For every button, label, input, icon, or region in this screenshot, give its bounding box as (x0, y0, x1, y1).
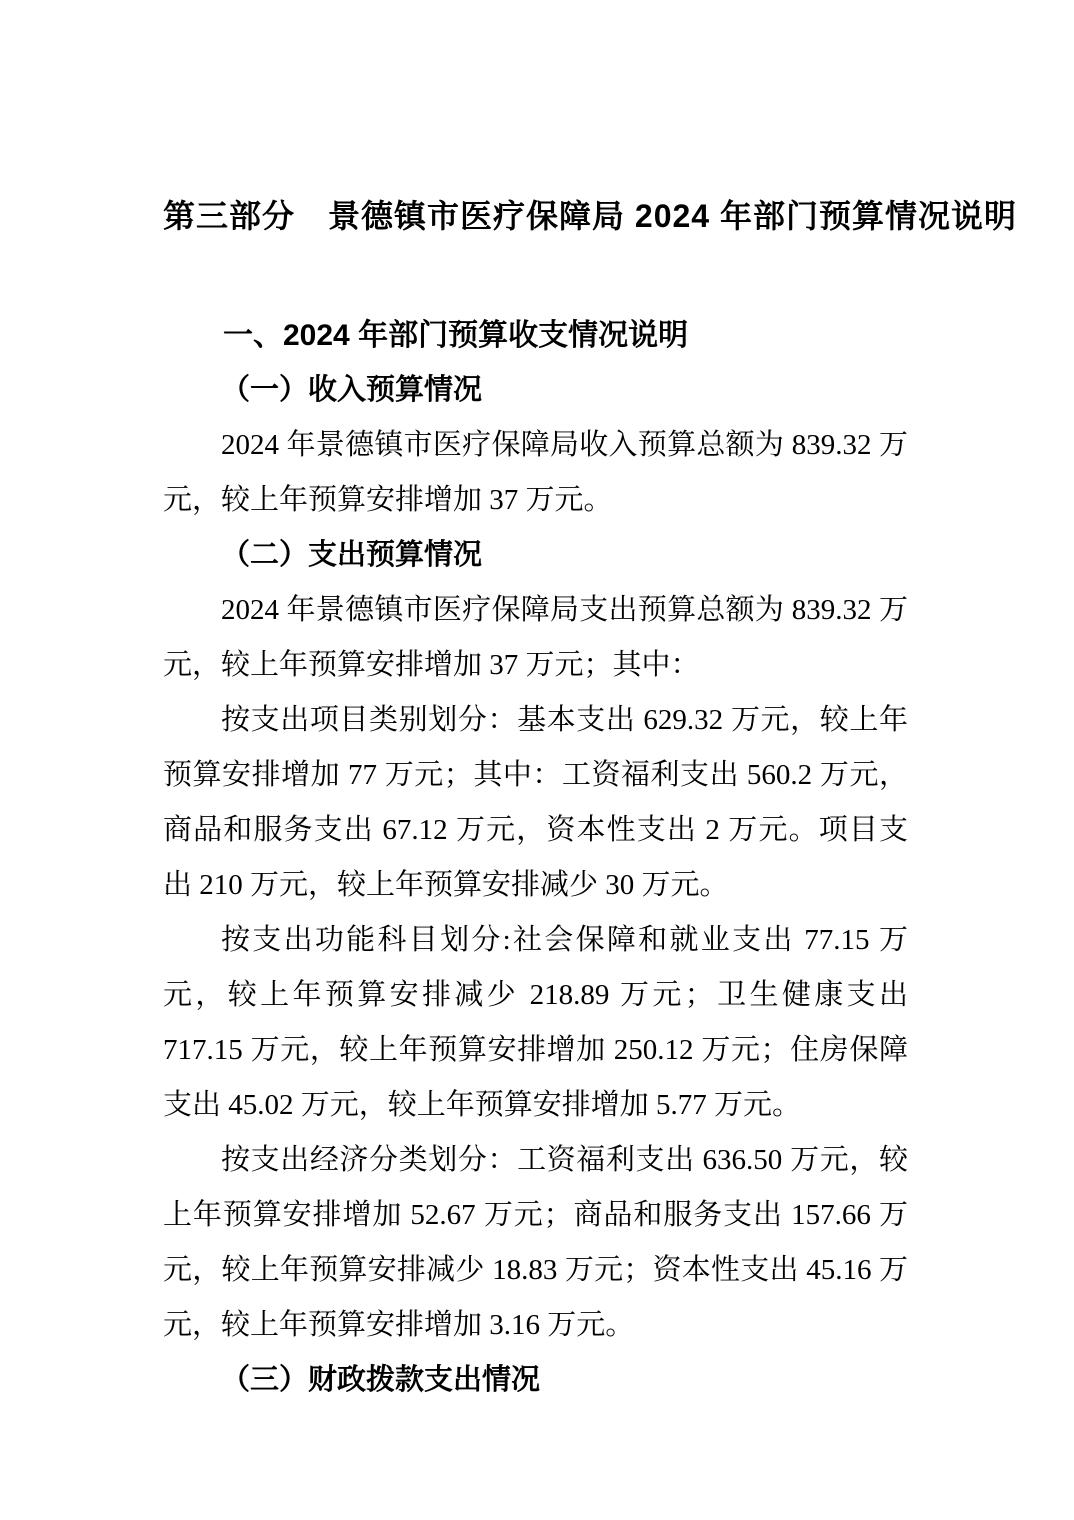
subheading-fiscal-appropriation-expenditure: （三）财政拨款支出情况 (221, 1364, 541, 1396)
subheading-expenditure-budget: （二）支出预算情况 (221, 539, 483, 571)
document-title: 第三部分 景德镇市医疗保障局 2024 年部门预算情况说明 (163, 198, 1017, 234)
para-expenditure-budget-total: 2024 年景德镇市医疗保障局支出预算总额为 839.32 万元，较上年预算安排增加 37 万元；其中： (163, 594, 908, 681)
para-expenditure-by-project-type: 按支出项目类别划分：基本支出 629.32 万元，较上年预算安排增加 77 万元；其中：工资福利支出 560.2 万元，商品和服务支出 67.12 万元，资本性支出 2 万元。项目支出 210 万元，较上年预算安排减少 30 万元。 (163, 704, 908, 901)
para-income-budget-total: 2024 年景德镇市医疗保障局收入预算总额为 839.32 万元，较上年预算安排增加 37 万元。 (163, 429, 908, 516)
subheading-income-budget: （一）收入预算情况 (221, 374, 483, 406)
para-expenditure-by-economic-class: 按支出经济分类划分：工资福利支出 636.50 万元，较上年预算安排增加 52.67 万元；商品和服务支出 157.66 万元，较上年预算安排减少 18.83 万元；资本性支出 45.16 万元，较上年预算安排增加 3.16 万元。 (163, 1144, 908, 1341)
heading-section-one: 一、2024 年部门预算收支情况说明 (223, 319, 689, 352)
para-expenditure-by-function: 按支出功能科目划分:社会保障和就业支出 77.15 万元，较上年预算安排减少 218.89 万元；卫生健康支出 717.15 万元，较上年预算安排增加 250.12 万元；住房保障支出 45.02 万元，较上年预算安排增加 5.77 万元。 (163, 924, 908, 1121)
